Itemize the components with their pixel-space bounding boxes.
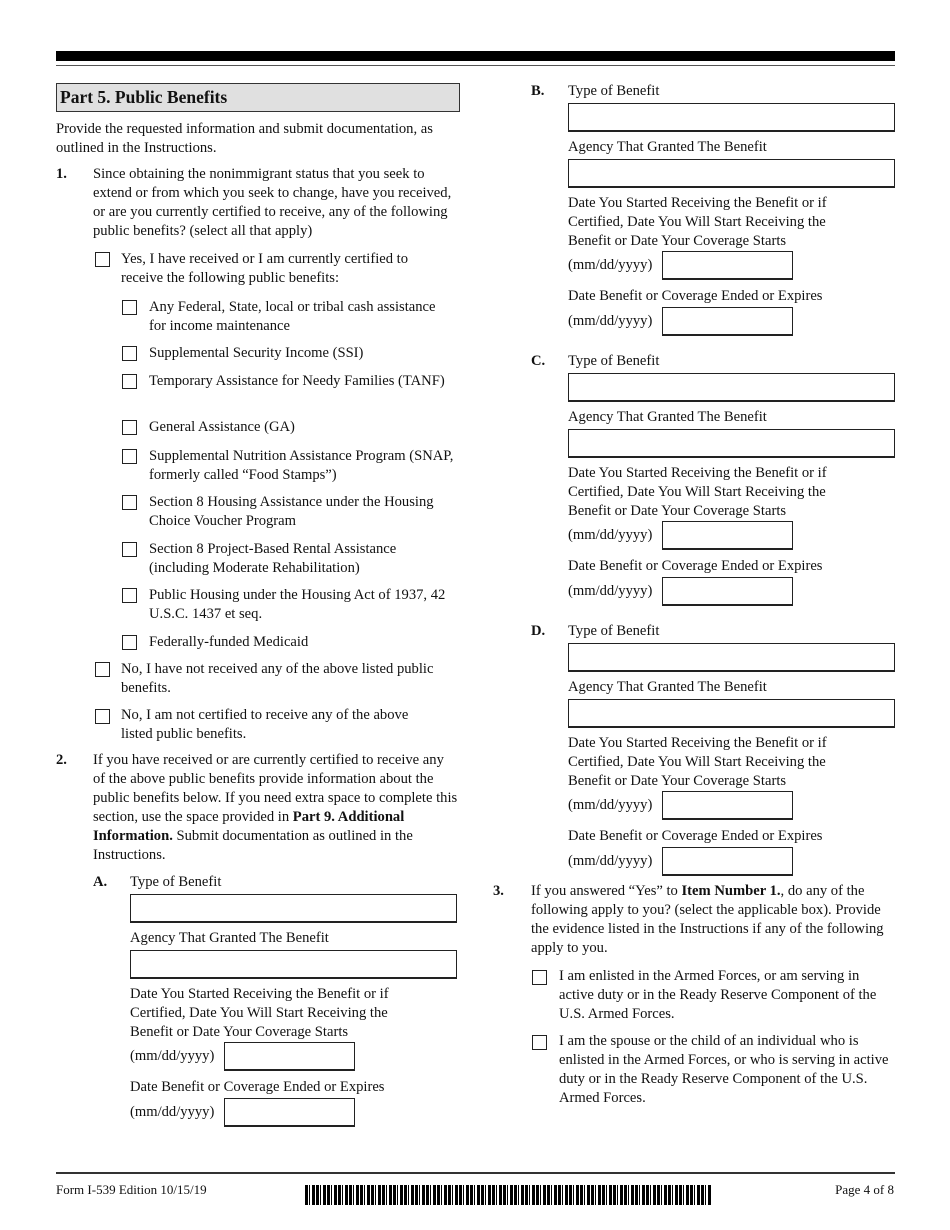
item-2-text-part: Submit documentation as outlined in the Instructions. — [93, 828, 413, 863]
start-date-input[interactable] — [662, 251, 793, 280]
yes-received-checkbox[interactable] — [95, 252, 110, 267]
item-2-number: 2. — [56, 752, 67, 768]
end-date-input[interactable] — [662, 847, 793, 876]
section-a-letter: A. — [93, 874, 108, 890]
item-3-text-part: If you answered “Yes” to — [531, 883, 682, 899]
top-rule-thick — [56, 51, 895, 61]
section-b-letter: B. — [531, 83, 545, 99]
agency-input[interactable] — [568, 159, 895, 188]
benefit-label: Section 8 Housing Assistance under the Housing Choice Voucher Program — [149, 494, 434, 529]
benefit-checkbox[interactable] — [122, 346, 137, 361]
item-3-text-part: , do any of the following apply to you? (select the applicable box). Provide the evidence listed in the Instructions if any of the following apply to you. — [531, 883, 884, 956]
date-format-label: (mm/dd/yyyy) — [568, 527, 653, 543]
item-3-reference: Item Number 1. — [681, 883, 781, 899]
benefit-label: Any Federal, State, local or tribal cash assistance for income maintenance — [149, 299, 436, 334]
benefit-label: Supplemental Nutrition Assistance Program (SNAP, formerly called “Food Stamps”) — [149, 448, 454, 483]
footer-rule — [56, 1172, 895, 1174]
benefit-checkbox[interactable] — [122, 542, 137, 557]
start-date-label: Date You Started Receiving the Benefit or if Certified, Date You Will Start Receiving the Benefit or Date Your Coverage Starts — [568, 195, 827, 249]
armed-forces-family-label: I am the spouse or the child of an individual who is enlisted in the Armed Forces, or who is serving in active duty or in the Ready Reserve Component of the U.S. Armed Forces. — [559, 1033, 889, 1106]
start-date-input[interactable] — [662, 521, 793, 550]
agency-input[interactable] — [130, 950, 457, 979]
item-1-number: 1. — [56, 166, 67, 182]
benefit-checkbox[interactable] — [122, 588, 137, 603]
item-2-reference: Part 9. Additional Information. — [93, 809, 405, 844]
date-format-label: (mm/dd/yyyy) — [568, 797, 653, 813]
end-date-label: Date Benefit or Coverage Ended or Expires — [568, 828, 823, 844]
section-header: Part 5. Public Benefits — [56, 83, 460, 112]
type-of-benefit-label: Type of Benefit — [130, 874, 222, 890]
benefit-checkbox[interactable] — [122, 449, 137, 464]
no-received-checkbox[interactable] — [95, 662, 110, 677]
end-date-label: Date Benefit or Coverage Ended or Expires — [130, 1079, 385, 1095]
date-format-label: (mm/dd/yyyy) — [130, 1048, 215, 1064]
benefit-label: Temporary Assistance for Needy Families (TANF) — [149, 373, 445, 389]
start-date-label: Date You Started Receiving the Benefit or if Certified, Date You Will Start Receiving the Benefit or Date Your Coverage Starts — [568, 465, 827, 519]
armed-forces-checkbox[interactable] — [532, 970, 547, 985]
item-1-question: Since obtaining the nonimmigrant status that you seek to extend or from which you seek to change, have you received, or are you currently certified to receive, any of the following public benefits? (select all that apply) — [93, 166, 452, 239]
benefit-label: Section 8 Project-Based Rental Assistance (including Moderate Rehabilitation) — [149, 541, 397, 576]
benefit-label: Public Housing under the Housing Act of 1937, 42 U.S.C. 1437 et seq. — [149, 587, 446, 622]
benefit-checkbox[interactable] — [122, 374, 137, 389]
intro-text: Provide the requested information and submit documentation, as outlined in the Instructions. — [56, 121, 433, 156]
yes-received-label: Yes, I have received or I am currently certified to receive the following public benefits: — [121, 251, 409, 286]
no-certified-checkbox[interactable] — [95, 709, 110, 724]
item-3-text — [531, 882, 899, 958]
start-date-input[interactable] — [662, 791, 793, 820]
item-2-text — [93, 751, 458, 865]
section-c-letter: C. — [531, 353, 546, 369]
date-format-label: (mm/dd/yyyy) — [568, 257, 653, 273]
agency-label: Agency That Granted The Benefit — [568, 679, 767, 695]
type-of-benefit-input[interactable] — [568, 373, 895, 402]
end-date-label: Date Benefit or Coverage Ended or Expires — [568, 558, 823, 574]
top-rule-thin — [56, 65, 895, 66]
no-received-label: No, I have not received any of the above listed public benefits. — [121, 661, 434, 696]
agency-label: Agency That Granted The Benefit — [130, 930, 329, 946]
no-certified-label: No, I am not certified to receive any of the above listed public benefits. — [121, 707, 409, 742]
end-date-input[interactable] — [662, 577, 793, 606]
armed-forces-label: I am enlisted in the Armed Forces, or am serving in active duty or in the Ready Reserve Component of the U.S. Armed Forces. — [559, 968, 877, 1022]
type-of-benefit-input[interactable] — [568, 103, 895, 132]
type-of-benefit-label: Type of Benefit — [568, 83, 660, 99]
section-d-letter: D. — [531, 623, 546, 639]
end-date-input[interactable] — [224, 1098, 355, 1127]
footer-form-edition: Form I-539 Edition 10/15/19 — [56, 1182, 207, 1197]
agency-input[interactable] — [568, 429, 895, 458]
end-date-input[interactable] — [662, 307, 793, 336]
type-of-benefit-input[interactable] — [130, 894, 457, 923]
end-date-label: Date Benefit or Coverage Ended or Expires — [568, 288, 823, 304]
start-date-input[interactable] — [224, 1042, 355, 1071]
start-date-label: Date You Started Receiving the Benefit or if Certified, Date You Will Start Receiving the Benefit or Date Your Coverage Starts — [568, 735, 827, 789]
date-format-label: (mm/dd/yyyy) — [568, 853, 653, 869]
barcode — [305, 1185, 712, 1205]
benefit-checkbox[interactable] — [122, 300, 137, 315]
type-of-benefit-label: Type of Benefit — [568, 353, 660, 369]
item-3-number: 3. — [493, 883, 504, 899]
benefit-label: Supplemental Security Income (SSI) — [149, 345, 364, 361]
agency-label: Agency That Granted The Benefit — [568, 139, 767, 155]
date-format-label: (mm/dd/yyyy) — [568, 313, 653, 329]
footer-page-number: Page 4 of 8 — [835, 1182, 894, 1197]
benefit-checkbox[interactable] — [122, 495, 137, 510]
type-of-benefit-input[interactable] — [568, 643, 895, 672]
benefit-label: Federally-funded Medicaid — [149, 634, 309, 650]
agency-label: Agency That Granted The Benefit — [568, 409, 767, 425]
type-of-benefit-label: Type of Benefit — [568, 623, 660, 639]
date-format-label: (mm/dd/yyyy) — [568, 583, 653, 599]
item-2-text-part: If you have received or are currently certified to receive any of the above public benefits provide information about the public benefits below. If you need extra space to complete this section, use the space provided in — [93, 752, 458, 825]
armed-forces-family-checkbox[interactable] — [532, 1035, 547, 1050]
date-format-label: (mm/dd/yyyy) — [130, 1104, 215, 1120]
start-date-label: Date You Started Receiving the Benefit or if Certified, Date You Will Start Receiving the Benefit or Date Your Coverage Starts — [130, 986, 389, 1040]
benefit-label: General Assistance (GA) — [149, 419, 295, 435]
agency-input[interactable] — [568, 699, 895, 728]
benefit-checkbox[interactable] — [122, 635, 137, 650]
benefit-checkbox[interactable] — [122, 420, 137, 435]
